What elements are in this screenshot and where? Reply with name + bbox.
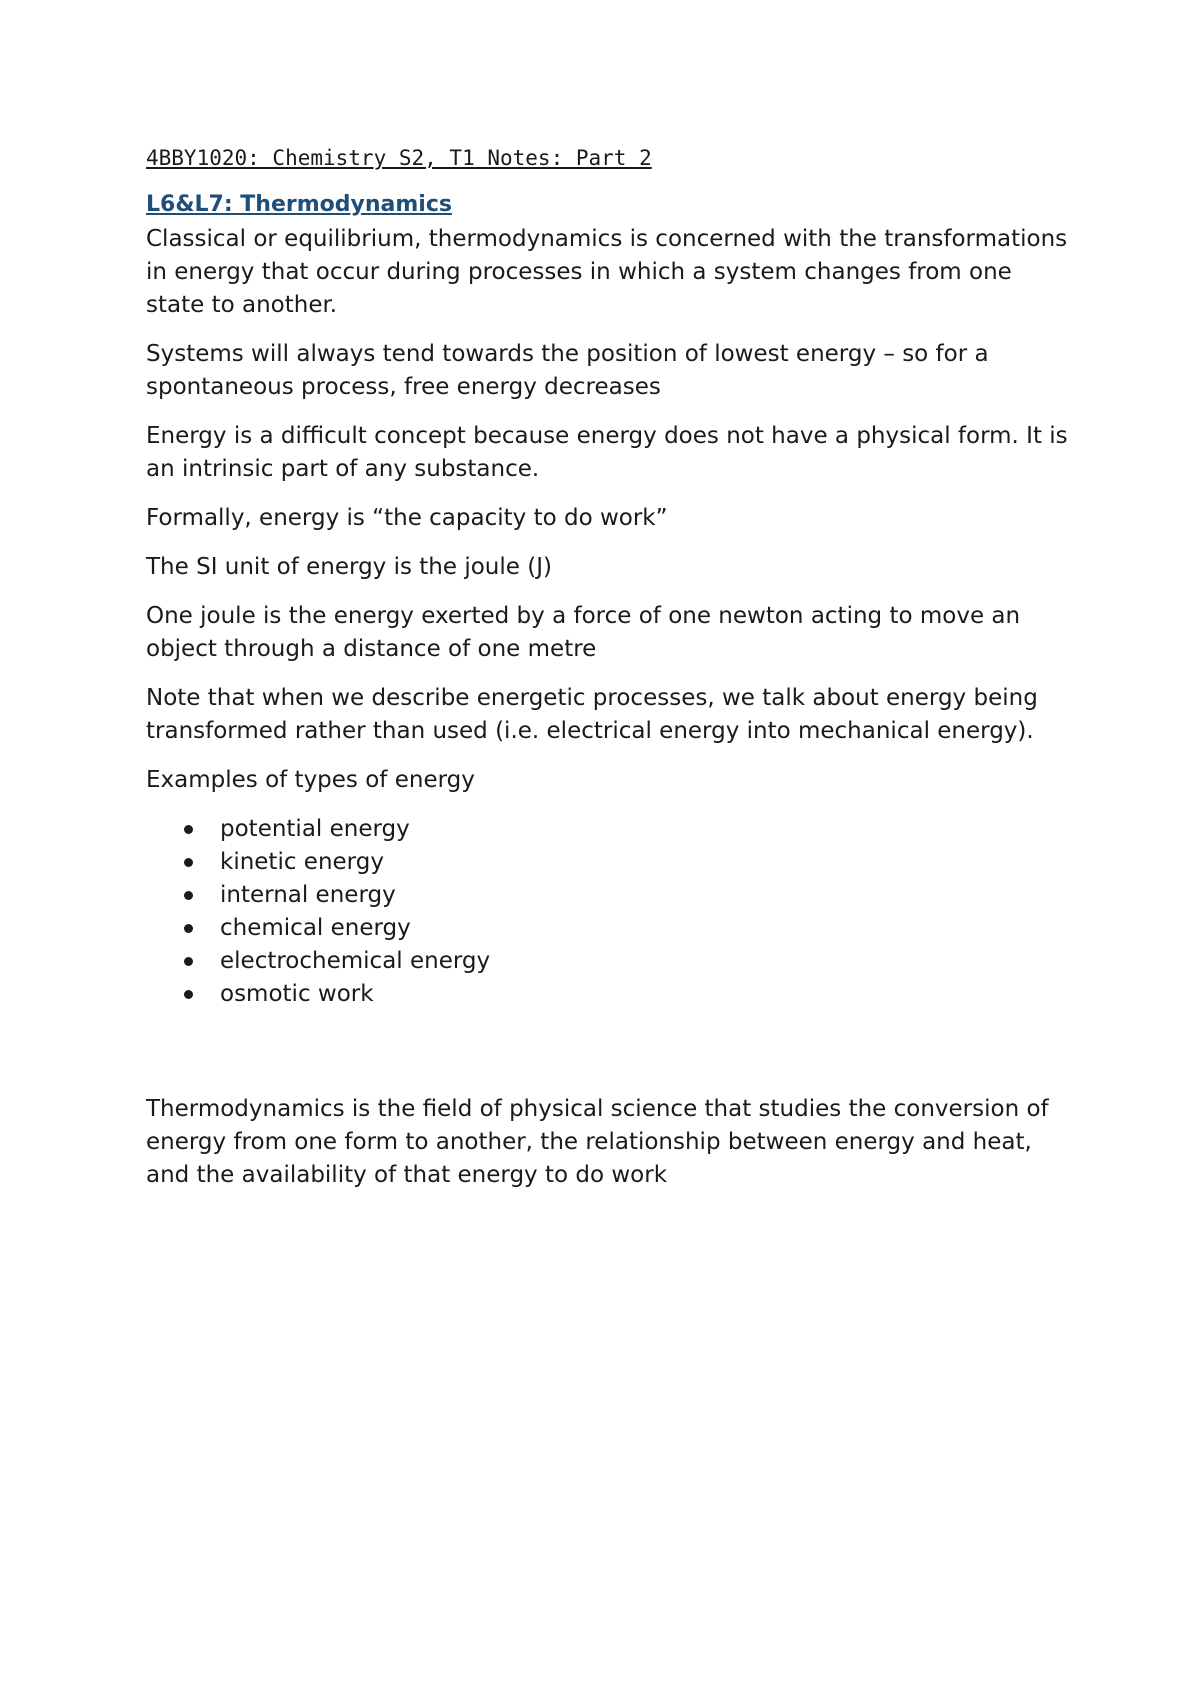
list-item: [146, 978, 1076, 1011]
list-item-label: electrochemical energy: [220, 948, 491, 974]
paragraph-lowest-energy: Systems will always tend towards the position of lowest energy – so for a spontaneous process, free energy decreases: [146, 341, 989, 400]
list-item: [146, 912, 1076, 945]
bullet-icon: [184, 891, 193, 900]
list-item-label: osmotic work: [220, 981, 374, 1007]
bullet-icon: [184, 825, 193, 834]
bullet-icon: [184, 990, 193, 999]
blank-line: [146, 1011, 1076, 1093]
paragraph-energy-concept: Energy is a difficult concept because energy does not have a physical form. It is an intrinsic part of any substance.: [146, 423, 1068, 482]
list-item-label: kinetic energy: [220, 849, 384, 875]
paragraph-energy-definition: Formally, energy is “the capacity to do work”: [146, 505, 668, 531]
paragraph-thermodynamics-definition: Thermodynamics is the field of physical science that studies the conversion of energy from one form to another, the relationship between energy and heat, and the availability of that energy to do work: [146, 1096, 1049, 1188]
list-item: [146, 879, 1076, 912]
list-item: [146, 945, 1076, 978]
paragraph-energy-transformed: Note that when we describe energetic processes, we talk about energy being transformed rather than used (i.e. electrical energy into mechanical energy).: [146, 685, 1038, 744]
bullet-icon: [184, 957, 193, 966]
list-item: [146, 846, 1076, 879]
paragraph-joule-definition: One joule is the energy exerted by a force of one newton acting to move an object through a distance of one metre: [146, 603, 1021, 662]
document-body: [146, 143, 1076, 1208]
list-item: [146, 813, 1076, 846]
bullet-icon: [184, 858, 193, 867]
section-heading: L6&L7: Thermodynamics: [146, 192, 452, 217]
list-item-label: chemical energy: [220, 915, 411, 941]
energy-types-list: [146, 813, 1076, 1011]
bullet-icon: [184, 924, 193, 933]
document-header: 4BBY1020: Chemistry S2, T1 Notes: Part 2: [146, 146, 652, 170]
paragraph-si-unit: The SI unit of energy is the joule (J): [146, 554, 552, 580]
list-item-label: potential energy: [220, 816, 410, 842]
list-item-label: internal energy: [220, 882, 396, 908]
paragraph-classical-thermodynamics: Classical or equilibrium, thermodynamics is concerned with the transformations in energy that occur during processes in which a system changes from one state to another.: [146, 226, 1068, 318]
paragraph-examples-intro: Examples of types of energy: [146, 767, 475, 793]
